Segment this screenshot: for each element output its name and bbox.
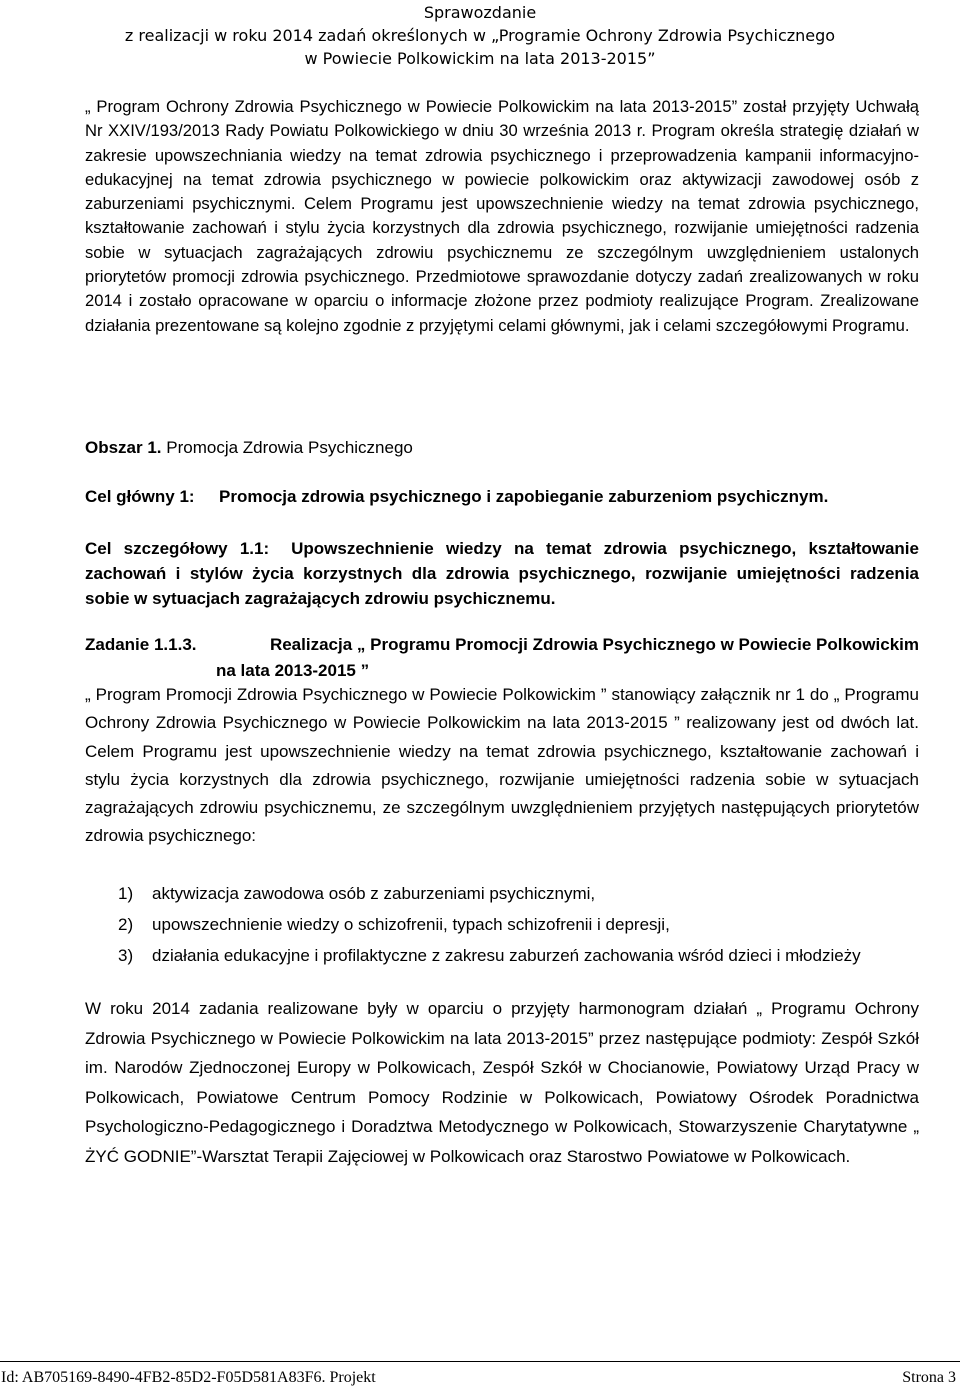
list-item	[118, 881, 918, 912]
list-item-number: 2)	[118, 915, 134, 934]
specific-goal	[85, 536, 919, 611]
report-subtitle: z realizacji w roku 2014 zadań określonych w „Programie Ochrony Zdrowia Psychicznego	[124, 26, 836, 45]
task-title: Realizacja „ Programu Promocji Zdrowia Psychicznego w Powiecie Polkowickim	[269, 635, 919, 654]
list-item	[118, 912, 918, 943]
list-item-number: 3)	[118, 946, 134, 965]
report-header	[0, 0, 960, 70]
specific-goal-label: Cel szczegółowy 1.1:	[85, 539, 270, 558]
list-item-text: działania edukacyjne i profilaktyczne z zakresu zaburzeń zachowania wśród dzieci i młodzieży	[152, 946, 861, 965]
area-heading	[85, 435, 919, 460]
area-label: Obszar 1.	[85, 438, 162, 457]
task-heading	[85, 632, 919, 684]
list-item-number: 1)	[118, 884, 134, 903]
specific-goal-text: Upowszechnienie wiedzy na temat zdrowia psychicznego, kształtowanie zachowań i stylów życia korzystnych dla zdrowia psychicznego, rozwijanie umiejętności radzenia sobie w sytuacjach zagrażających zdrowiu psychicznemu.	[85, 539, 919, 608]
report-title: Sprawozdanie	[423, 3, 537, 22]
list-item-text: aktywizacja zawodowa osób z zaburzeniami psychicznymi,	[152, 884, 596, 903]
task-title-continued: na lata 2013-2015 ”	[216, 661, 370, 680]
implementers-paragraph: W roku 2014 zadania realizowane były w oparciu o przyjęty harmonogram działań „ Programu Ochrony Zdrowia Psychicznego w Powiecie Polkowickim na lata 2013-2015” przez następujące podmioty: Zespół Szkół im. Narodów Zjednoczonej Europy w Polkowicach, Zespół Szkół w Chocianowie, Powiatowy Urząd Pracy w Polkowicach, Powiatowe Centrum Pomocy Rodzinie w Polkowicach, Powiatowy Ośrodek Poradnictwa Psychologiczno-Pedagogicznego i Doradztwa Metodycznego w Polkowicach, Stowarzyszenie Charytatywne „ ŻYĆ GODNIE”-Warsztat Terapii Zajęciowej w Polkowicach oraz Starostwo Powiatowe w Polkowicach.	[85, 999, 919, 1166]
task-label: Zadanie 1.1.3.	[85, 635, 197, 654]
main-goal-text: Promocja zdrowia psychicznego i zapobieganie zaburzeniom psychicznym.	[219, 487, 829, 506]
area-title: Promocja Zdrowia Psychicznego	[161, 438, 413, 457]
intro-adoption-sentence: „ Program Ochrony Zdrowia Psychicznego w Powiecie Polkowickim na lata 2013-2015” został przyjęty Uchwałą Nr XXIV/193/2013 Rady Powiatu Polkowickiego w dniu 30 września 2013 r.	[85, 97, 919, 141]
list-item-text: upowszechnienie wiedzy o schizofrenii, typach schizofrenii i depresji,	[152, 915, 670, 934]
priorities-list	[118, 881, 918, 974]
intro-paragraph	[85, 95, 919, 338]
intro-program-description: Program określa strategię działań w zakresie upowszechniania wiedzy na temat zdrowia psychicznego i przeprowadzenia kampanii informacyjno-edukacyjnej na temat zdrowia psychicznego w powiecie polkowickim oraz aktywizacji zawodowej osób z zaburzeniami psychicznymi. Celem Programu jest upowszechnienie wiedzy na temat zdrowia psychicznego, kształtowanie zachowań i stylu życia korzystnych dla zdrowia psychicznego, rozwijanie umiejętności radzenia sobie w sytuacjach zagrażających zdrowiu psychicznemu ze szczególnym uwzględnieniem ustalonych priorytetów promocji zdrowia psychicznego. Przedmiotowe sprawozdanie dotyczy zadań zrealizowanych w roku 2014 i zostało opracowane w oparciu o informacje złożone przez podmioty realizujące Program. Zrealizowane działania prezentowane są kolejno zgodnie z przyjętymi celami głównymi, jak i celami szczegółowymi Programu.	[85, 121, 919, 335]
document-id: Id: AB705169-8490-4FB2-85D2-F05D581A83F6. Projekt	[1, 1369, 376, 1386]
main-goal-label: Cel główny 1:	[85, 487, 195, 506]
program-paragraph: „ Program Promocji Zdrowia Psychicznego w Powiecie Polkowickim ” stanowiący załącznik nr 1 do „ Programu Ochrony Zdrowia Psychicznego w Powiecie Polkowickim na lata 2013-2015 ” realizowany jest od dwóch lat. Celem Programu jest upowszechnienie wiedzy na temat zdrowia psychicznego, kształtowanie zachowań i stylu życia korzystnych dla zdrowia psychicznego, rozwijanie umiejętności radzenia sobie w sytuacjach zagrażających zdrowiu psychicznemu, ze szczególnym uwzględnieniem przyjętych następujących priorytetów zdrowia psychicznego:	[85, 685, 919, 846]
list-item	[118, 943, 918, 974]
footer-divider	[0, 1361, 960, 1362]
page-number: Strona 3	[902, 1369, 956, 1386]
main-goal	[85, 484, 919, 509]
report-subtitle-continued: w Powiecie Polkowickim na lata 2013-2015”	[304, 49, 656, 68]
